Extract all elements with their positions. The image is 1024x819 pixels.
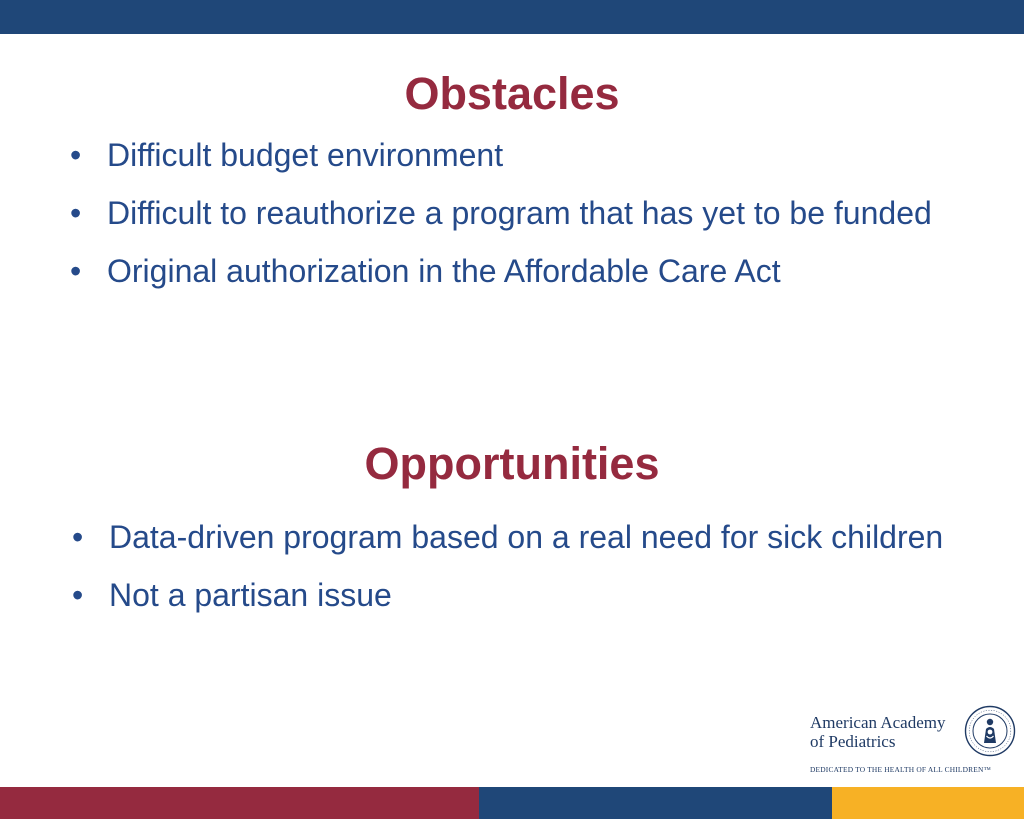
obstacles-heading: Obstacles [404, 68, 620, 119]
opportunities-list [72, 514, 972, 630]
obstacles-list [70, 132, 970, 306]
bottom-bar-maroon-segment [0, 787, 479, 819]
aap-seal-icon [964, 705, 1016, 757]
bottom-bar-gold-segment [832, 787, 1024, 819]
opportunities-heading: Opportunities [364, 438, 660, 489]
bullet-icon: • [70, 195, 82, 231]
bullet-icon: • [70, 137, 82, 173]
logo-name-line2: of Pediatrics [810, 732, 896, 751]
opportunity-text: Not a partisan issue [109, 577, 392, 613]
obstacle-text: Original authorization in the Affordable Care Act [107, 253, 781, 289]
bullet-icon: • [70, 253, 82, 289]
list-item [72, 572, 972, 618]
aap-logo [808, 705, 1020, 777]
list-item [70, 132, 970, 178]
opportunity-text: Data-driven program based on a real need for sick children [109, 519, 944, 555]
obstacle-text: Difficult budget environment [107, 137, 504, 173]
list-item [70, 190, 970, 236]
logo-name [810, 713, 960, 751]
list-item [70, 248, 970, 294]
bottom-accent-bar [0, 787, 1024, 819]
bullet-icon: • [72, 577, 84, 613]
logo-name-line1: American Academy [810, 713, 946, 732]
list-item [72, 514, 972, 560]
top-accent-bar [0, 0, 1024, 34]
logo-tagline: DEDICATED TO THE HEALTH OF ALL CHILDREN™ [810, 765, 991, 774]
bullet-icon: • [72, 519, 84, 555]
bottom-bar-navy-segment [479, 787, 832, 819]
obstacle-text: Difficult to reauthorize a program that has yet to be funded [107, 195, 932, 231]
